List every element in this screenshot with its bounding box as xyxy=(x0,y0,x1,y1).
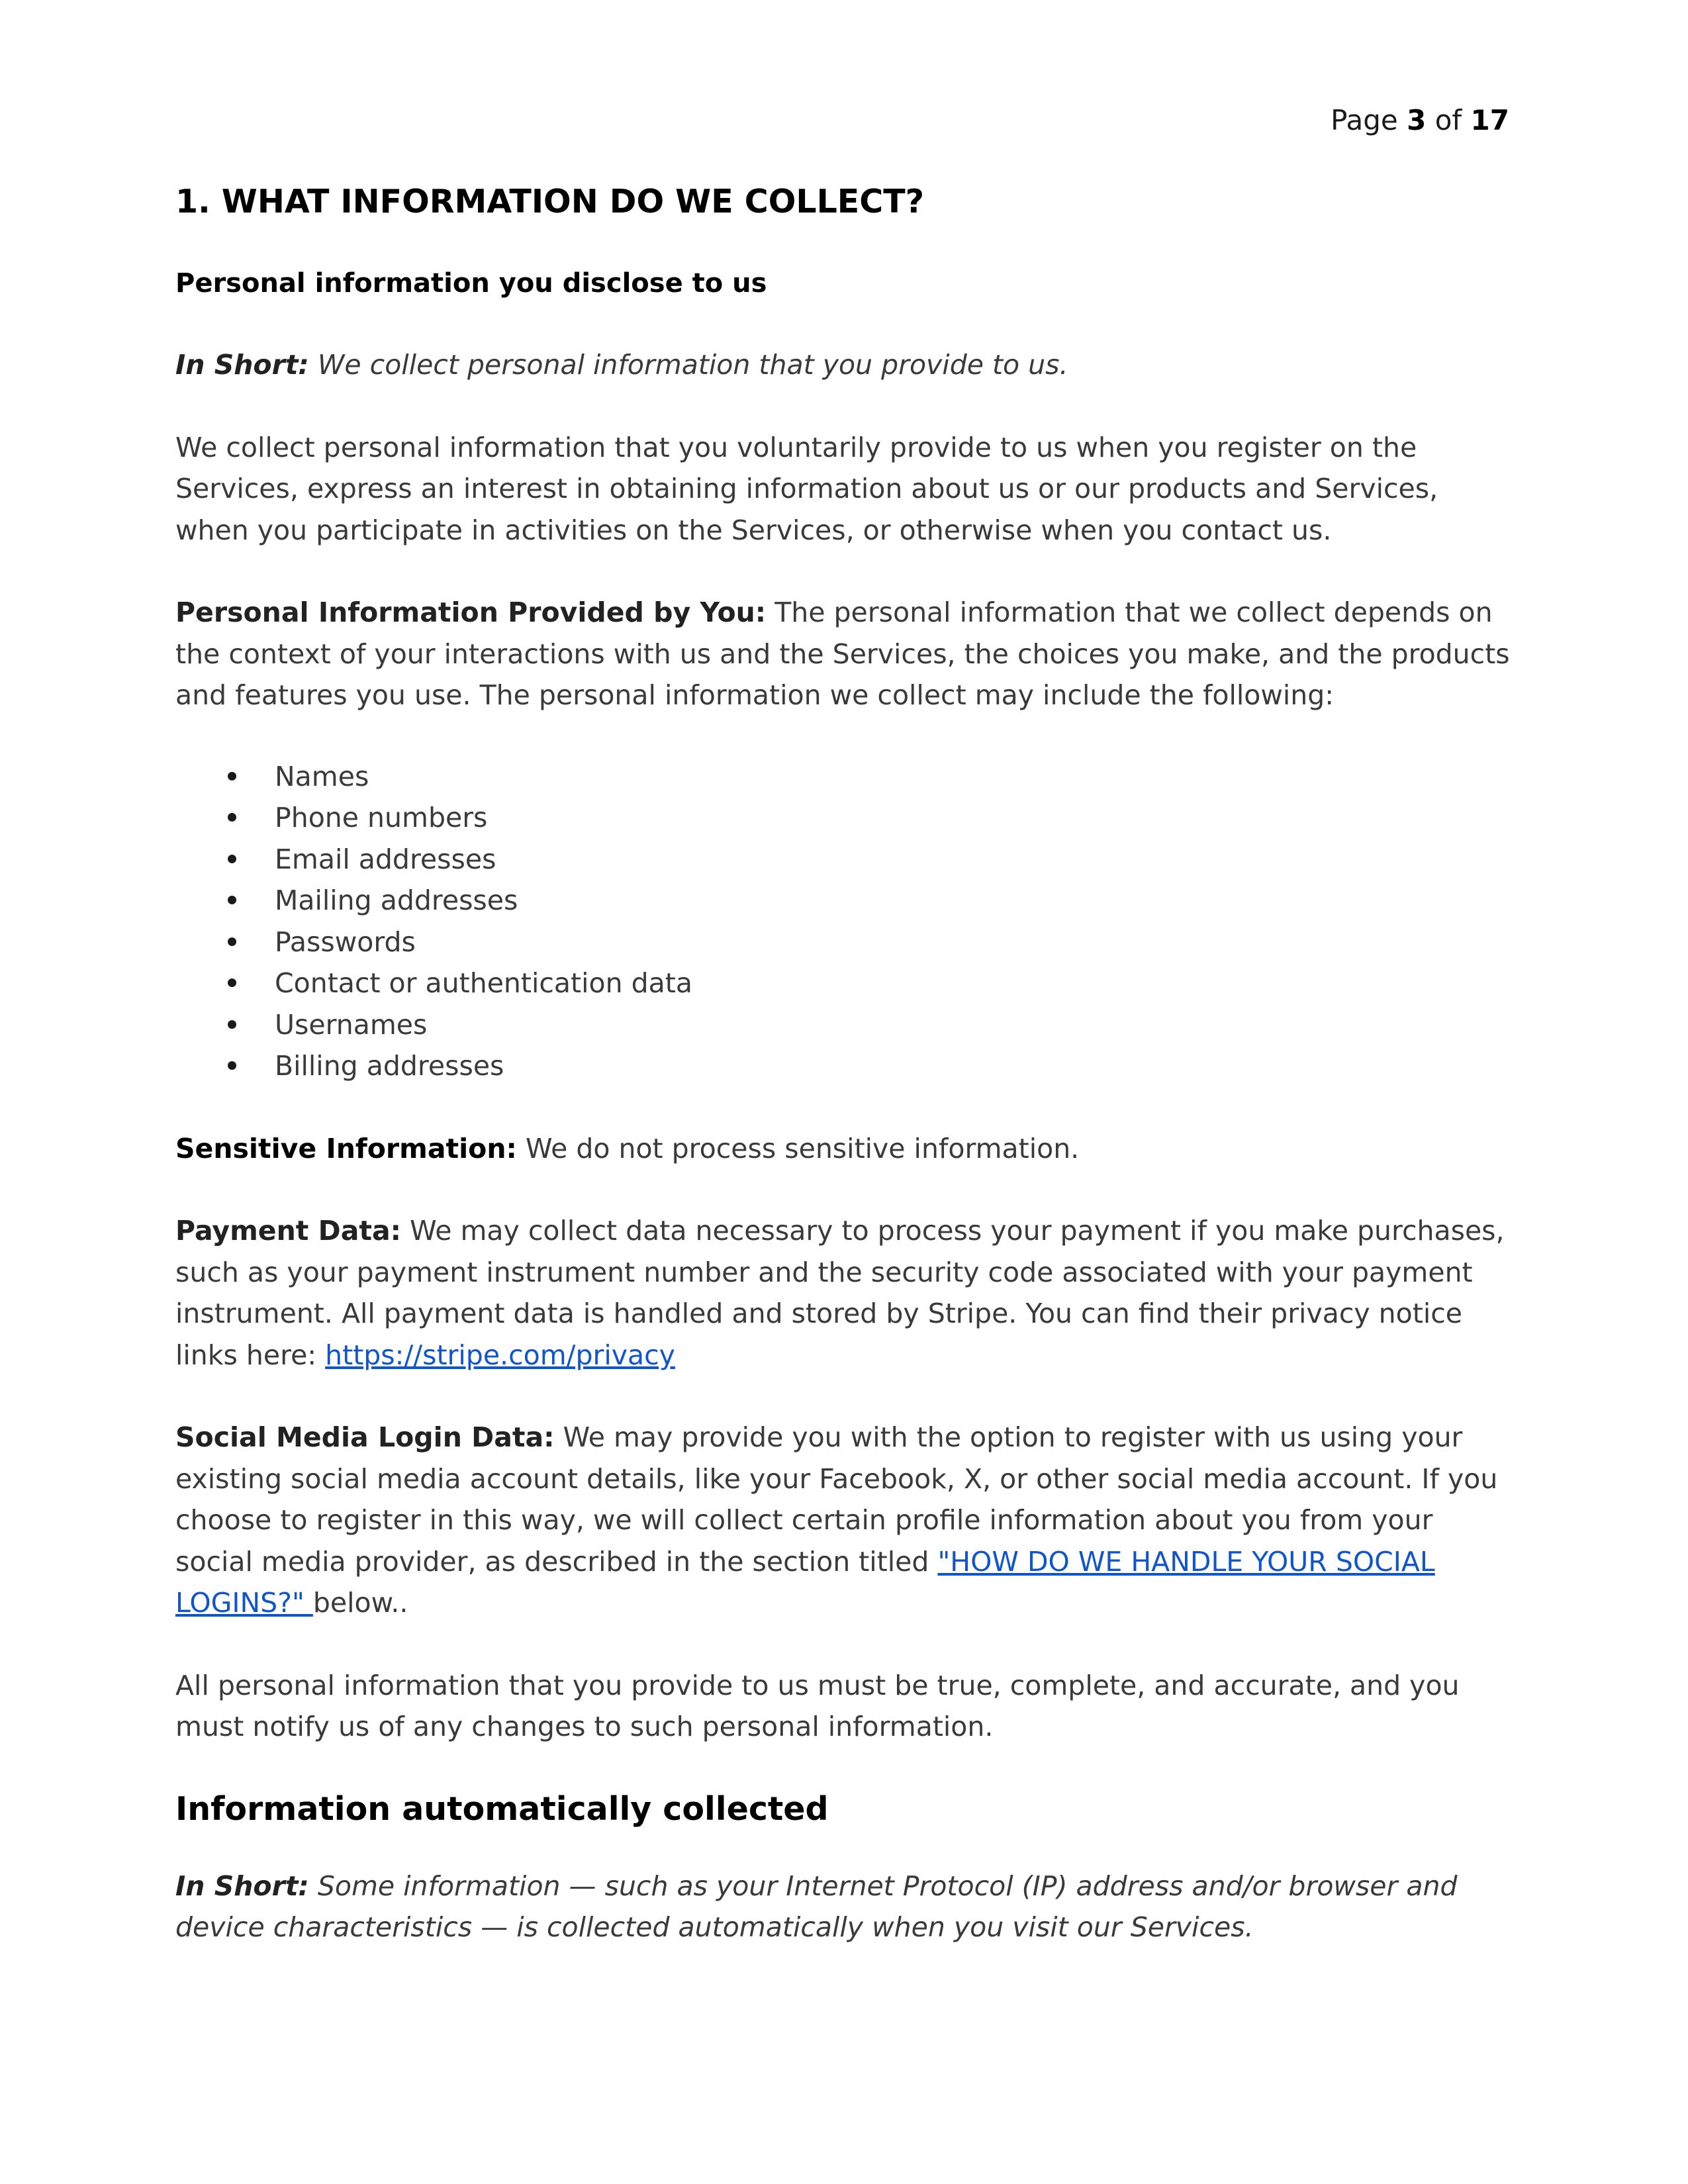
intro-paragraph: We collect personal information that you voluntarily provide to us when you register on the Services, express an interest in obtaining information about us or our products and Services, when you participate in activities on the Services, or otherwise when you contact us. xyxy=(175,431,1438,546)
auto-in-short-text: Some information — such as your Internet Protocol (IP) address and/or browser and device characteristics — is collected automatically when you visit our Services. xyxy=(175,1870,1458,1943)
social-logins-section-link[interactable]: "HOW DO WE HANDLE YOUR SOCIAL LOGINS?" xyxy=(175,1545,1435,1619)
bullet-icon xyxy=(228,978,236,987)
list-item xyxy=(175,880,1513,922)
in-short-summary xyxy=(175,344,1513,386)
list-item xyxy=(175,1004,1513,1046)
list-item xyxy=(175,963,1513,1004)
auto-section-title: Information automatically collected xyxy=(175,1789,829,1828)
list-item-text: Passwords xyxy=(275,926,416,958)
accuracy-paragraph: All personal information that you provide to us must be true, complete, and accurate, and you must notify us of any changes to such personal information. xyxy=(175,1669,1460,1742)
bullet-icon xyxy=(228,772,236,781)
bullet-icon xyxy=(228,1020,236,1029)
payment-paragraph xyxy=(175,1210,1513,1376)
bullet-icon xyxy=(228,855,236,863)
list-item-text: Email addresses xyxy=(275,843,496,875)
personal-info-list xyxy=(175,756,1513,1087)
social-paragraph xyxy=(175,1417,1513,1624)
list-item xyxy=(175,839,1513,880)
list-item xyxy=(175,922,1513,963)
payment-label: Payment Data: xyxy=(175,1215,402,1247)
list-item-text: Mailing addresses xyxy=(275,884,518,916)
auto-in-short-label: In Short: xyxy=(175,1870,309,1902)
bullet-icon xyxy=(228,813,236,822)
social-label: Social Media Login Data: xyxy=(175,1421,555,1453)
page-of: of xyxy=(1434,104,1462,136)
in-short-text: We collect personal information that you provide to us. xyxy=(308,349,1068,381)
subheading-personal-info: Personal information you disclose to us xyxy=(175,268,767,299)
stripe-privacy-link[interactable]: https://stripe.com/privacy xyxy=(325,1339,675,1371)
list-item-text: Names xyxy=(275,760,369,792)
bullet-icon xyxy=(228,896,236,904)
list-item-text: Phone numbers xyxy=(275,802,488,833)
section-title: 1. WHAT INFORMATION DO WE COLLECT? xyxy=(175,183,925,220)
payment-text: We may collect data necessary to process your payment if you make purchases, such as your payment instrument number and the security code associated with your payment instrument. All payment data is handled and stored by Stripe. You can find their privacy notice links here: xyxy=(175,1215,1505,1371)
social-after-text: below.. xyxy=(312,1587,408,1619)
in-short-label: In Short: xyxy=(175,349,309,381)
list-item xyxy=(175,797,1513,839)
list-item-text: Contact or authentication data xyxy=(275,967,692,999)
auto-in-short-summary xyxy=(175,1866,1513,1948)
provided-paragraph xyxy=(175,592,1513,716)
page-total: 17 xyxy=(1470,104,1509,136)
bullet-icon xyxy=(228,1061,236,1070)
page-number xyxy=(1331,99,1509,142)
bullet-icon xyxy=(228,937,236,946)
sensitive-text: We do not process sensitive information. xyxy=(516,1132,1080,1164)
list-item-text: Usernames xyxy=(275,1008,428,1041)
list-item-text: Billing addresses xyxy=(275,1050,504,1082)
page-current: 3 xyxy=(1407,104,1427,136)
provided-text: The personal information that we collect depends on the context of your interactions with us and the Services, the choices you make, and the products and features you use. The personal information we collect may include the following: xyxy=(175,596,1510,711)
sensitive-paragraph xyxy=(175,1128,1513,1170)
sensitive-label: Sensitive Information: xyxy=(175,1132,517,1164)
list-item xyxy=(175,1045,1513,1087)
page-label: Page xyxy=(1331,104,1398,136)
list-item xyxy=(175,756,1513,798)
social-text: We may provide you with the option to register with us using your existing social media account details, like your Facebook, X, or other social media account. If you choose to register in this way, we will collect certain profile information about you from your social media provider, as described in the section titled xyxy=(175,1421,1498,1578)
document-content xyxy=(175,179,1513,1948)
provided-label: Personal Information Provided by You: xyxy=(175,596,767,628)
